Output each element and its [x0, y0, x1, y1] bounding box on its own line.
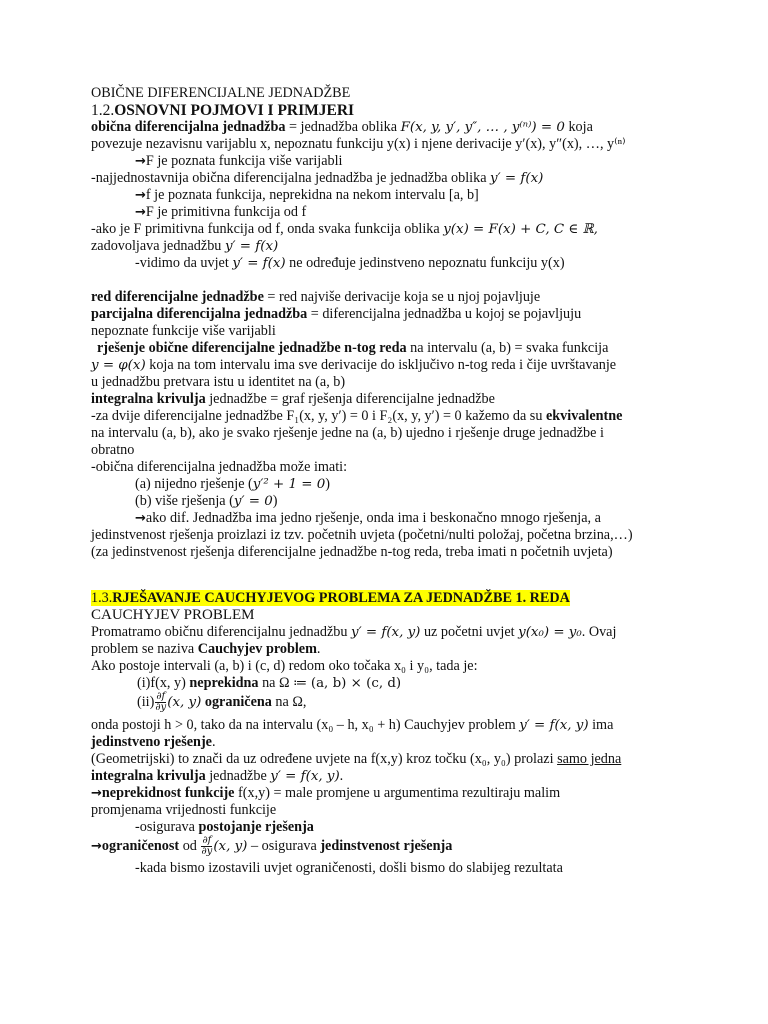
document-body — [91, 85, 691, 877]
def-solution-cont: y = φ(x) koja na tom intervalu ima sve derivacije do isključivo n-tog reda i čije uvrštavanje — [91, 357, 617, 373]
def-integral-curve: integralna krivulja jednadžbe = graf rješenja diferencijalne jednadžbe — [91, 391, 495, 407]
document-title: OBIČNE DIFERENCIJALNE JEDNADŽBE — [91, 85, 351, 101]
arrow-right-icon: → — [135, 511, 146, 526]
def-solution-cont2: u jednadžbu pretvara istu u identitet na (a, b) — [91, 374, 346, 390]
cauchy-intervals: Ako postoje intervali (a, b) i (c, d) redom oko točaka x₀ i y₀, tada je: — [91, 658, 478, 674]
arrow-right-icon: → — [135, 188, 146, 203]
arrow-right-icon: → — [135, 205, 146, 220]
def-order: red diferencijalne jednadžbe = red najviše derivacije koja se u njoj pojavljuje — [91, 289, 541, 305]
option-a: (a) nijedno rješenje (y′² + 1 = 0) — [135, 476, 330, 492]
note-F: →F je poznata funkcija više varijabli — [135, 153, 343, 169]
def-ode: obična diferencijalna jednadžba = jednadžba oblika F(x, y, y′, y″, … , y⁽ⁿ⁾) = 0 koja — [91, 119, 593, 135]
section-1-2-heading: 1.2.OSNOVNI POJMOVI I PRIMJERI — [91, 102, 355, 119]
def-solution: rješenje obične diferencijalne jednadžbe n-tog reda na intervalu (a, b) = svaka funkcija — [97, 340, 609, 356]
ode-may-have: -obična diferencijalna jednadžba može imati: — [91, 459, 348, 475]
cauchy-name: problem se naziva Cauchyjev problem. — [91, 641, 321, 657]
section-1-3-subheading: CAUCHYJEV PROBLEM — [91, 607, 255, 623]
def-ode-cont: povezuje nezavisnu varijablu x, nepoznatu funkciju y(x) i njene derivacije y′(x), y″(x), …, y⁽ⁿ⁾ — [91, 136, 626, 152]
section-1-3-heading: 1.3.RJEŠAVANJE CAUCHYJEVOG PROBLEMA ZA JEDNADŽBE 1. REDA — [91, 590, 570, 606]
boundedness-note: →ograničenost od $\frac{\partial f}{\partial y}$ (x, y) – osigurava jedinstvenost rješenja — [91, 835, 453, 858]
def-equivalent-cont: na intervalu (a, b), ako je svako rješenje jedne na (a, b) ujedno i rješenje druge jednadžbe i — [91, 425, 604, 441]
def-equivalent-cont2: obratno — [91, 442, 135, 458]
arrow-right-icon: → — [135, 154, 146, 169]
partial-derivative: $\frac{\partial f}{\partial y}$ — [155, 691, 167, 714]
arrow-right-icon: → — [91, 786, 102, 801]
simplest-ode: -najjednostavnija obična diferencijalna jednadžba je jednadžba oblika y′ = f(x) — [91, 170, 544, 186]
def-pde-cont: nepoznate funkcije više varijabli — [91, 323, 276, 339]
geometric-meaning: (Geometrijski) to znači da uz određene uvjete na f(x,y) kroz točku (x₀, y₀) prolazi samo jedna — [91, 751, 622, 767]
uniqueness-note: -vidimo da uvjet y′ = f(x) ne određuje jedinstveno nepoznatu funkciju y(x) — [135, 255, 565, 271]
primitive-statement: -ako je F primitivna funkcija od f, onda svaka funkcija oblika y(x) = F(x) + C, C ∈ ℝ, — [91, 221, 598, 237]
cauchy-intro: Promatramo običnu diferencijalnu jednadžbu y′ = f(x, y) uz početni uvjet y(x₀) = y₀. Ovaj — [91, 624, 617, 640]
cauchy-existence: onda postoji h > 0, tako da na intervalu (x₀ – h, x₀ + h) Cauchyjev problem y′ = f(x, y) ima — [91, 717, 614, 733]
condition-i: (i)f(x, y) neprekidna na Ω ≔ (a, b) × (c, d) — [137, 675, 402, 691]
def-equivalent: -za dvije diferencijalne jednadžbe F₁(x, y, y′) = 0 i F₂(x, y, y′) = 0 kažemo da su ekvivalentne — [91, 408, 623, 424]
option-b: (b) više rješenja (y′ = 0) — [135, 493, 278, 509]
note-f: →f je poznata funkcija, neprekidna na nekom intervalu [a, b] — [135, 187, 479, 203]
weaker-result-note: -kada bismo izostavili uvjet ograničenosti, došli bismo do slabijeg rezultata — [135, 860, 563, 876]
arrow-right-icon: → — [91, 839, 102, 854]
partial-derivative: $\frac{\partial f}{\partial y}$ — [201, 835, 213, 858]
condition-ii: (ii) $\frac{\partial f}{\partial y}$ (x, y) ograničena na Ω, — [137, 691, 307, 714]
continuity-note-cont: promjenama vrijednosti funkcije — [91, 802, 277, 818]
def-pde: parcijalna diferencijalna jednadžba = diferencijalna jednadžba u kojoj se pojavljuju — [91, 306, 582, 322]
primitive-statement-cont: zadovoljava jednadžbu y′ = f(x) — [91, 238, 279, 254]
infinite-solutions-note: →ako dif. Jednadžba ima jedno rješenje, onda ima i beskonačno mnogo rješenja, a jedinstvenost rješenja proizlazi iz tzv. početnih uvjeta (početni/nulti položaj, početna brzina,…) (za jedinstvenost rješenja diferencijalne jednadžbe n-tog reda, treba imati n početnih uvjeta) — [91, 510, 633, 560]
note-primitive: →F je primitivna funkcija od f — [135, 204, 307, 220]
geometric-meaning-cont: integralna krivulja jednadžbe y′ = f(x, y). — [91, 768, 344, 784]
existence-guarantee: -osigurava postojanje rješenja — [135, 819, 314, 835]
continuity-note: →neprekidnost funkcije f(x,y) = male promjene u argumentima rezultiraju malim — [91, 785, 561, 801]
cauchy-unique: jedinstveno rješenje. — [91, 734, 216, 750]
